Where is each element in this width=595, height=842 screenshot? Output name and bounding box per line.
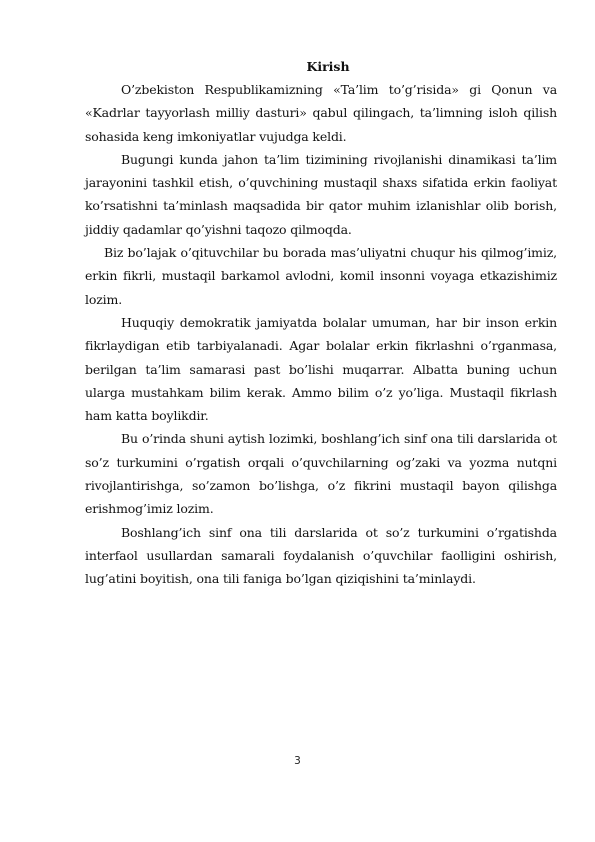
- page-title: Kirish: [306, 59, 350, 74]
- paragraph-6: Boshlang’ich sinf ona tili darslarida ot so’z turkumini o’rgatishda interfaol usullardan samarali foydalanish o’quvchilar faolligini oshirish, lug’atini boyitish, ona tili faniga bo’lgan qiziqishini ta’minlaydi.: [85, 524, 557, 587]
- paragraph-5: Bu o’rinda shuni aytish lozimki, boshlang’ich sinf ona tili darslarida ot so’z turkumini o’rgatish orqali o’quvchilarning og’zaki va yozma nutqni rivojlantirishga, so’zamon bo’lishga, o’z fikrini mustaqil bayon qilishga erishmog’imiz lozim.: [85, 431, 557, 517]
- page-number: 3: [294, 755, 301, 767]
- document-body: [85, 55, 557, 591]
- paragraph-4: Huquqiy demokratik jamiyatda bolalar umuman, har bir inson erkin fikrlaydigan etib tarbiyalanadi. Agar bolalar erkin fikrlashni o’rganmasa, berilgan ta’lim samarasi past bo’lishi muqarrar. Albatta buning uchun ularga mustahkam bilim kerak. Ammo bilim o’z yo’liga. Mustaqil fikrlash ham katta boylikdir.: [85, 314, 557, 424]
- paragraph-3: Biz bo’lajak o’qituvchilar bu borada mas’uliyatni chuqur his qilmog’imiz, erkin fikrli, mustaqil barkamol avlodni, komil insonni voyaga etkazishimiz lozim.: [85, 245, 557, 307]
- paragraph-2: Bugungi kunda jahon ta’lim tizimining rivojlanishi dinamikasi ta’lim jarayonini tashkil etish, o’quvchining mustaqil shaxs sifatida erkin faoliyat ko’rsatishni ta’minlash maqsadida bir qator muhim izlanishlar olib borish, jiddiy qadamlar qo’yishni taqozo qilmoqda.: [85, 151, 557, 237]
- paragraph-1: O’zbekiston Respublikamizning «Ta’lim to’g’risida» gi Qonun va «Kadrlar tayyorlash milliy dasturi» qabul qilingach, ta’limning isloh qilish sohasida keng imkoniyatlar vujudga keldi.: [85, 82, 557, 144]
